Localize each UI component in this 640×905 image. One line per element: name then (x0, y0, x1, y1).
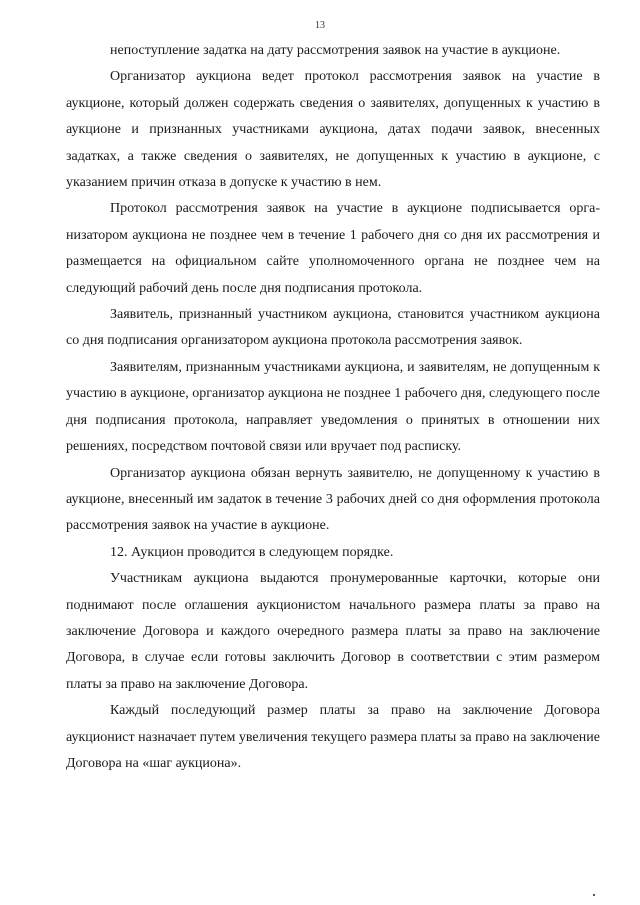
paragraph: Протокол рассмотрения заявок на участие в аукционе подписывается организатором аукциона не позднее чем в течение 1 рабочего дня со дня их рассмотрения и размещается на официальном сайте уполномоченного органа не позднее чем на следующий рабочий день после дня подписания протокола. (66, 201, 600, 296)
paragraph: Заявитель, признанный участником аукциона, становится участником аукциона со дня подписания организатором аукциона протокола рассмотрения заявок. (66, 307, 600, 349)
paragraph: Организатор аукциона обязан вернуть заявителю, не допущенному к участию в аукционе, внесенный им задаток в течение 3 рабочих дней со дня оформления протокола рассмотрения заявок на участие в аукционе. (66, 465, 600, 534)
document-body (66, 38, 600, 777)
section-heading: 12. Аукцион проводится в следующем порядке. (110, 544, 394, 560)
paragraph: Каждый последующий размер платы за право на заключение Договора аукционист назначает путем увеличения текущего размера платы за право на заключение Договора на «шаг аукциона». (66, 703, 600, 771)
paragraph: непоступление задатка на дату рассмотрения заявок на участие в аукционе. (110, 43, 561, 58)
scan-speck (593, 894, 595, 896)
paragraph: Организатор аукциона ведет протокол рассмотрения заявок на участие в аукционе, который должен содержать сведения о заявителях, допущенных к участию в аукционе и признанных участниками аукциона, датах подачи заявок, внесенных задатках, а также сведения о заявителях, не допущенных к участию в аукционе, с указанием причин отказа в допуске к участию в нем. (66, 69, 600, 191)
paragraph: Заявителям, признанным участниками аукциона, и заявителям, не допущенным к участию в аукционе, организатор аукциона не позднее 1 рабочего дня, следующего после дня подписания протокола, направляет уведомления о принятых в отношении них решениях, посредством почтовой связи или вручает под расписку. (66, 359, 600, 455)
page-number: 13 (315, 20, 325, 31)
paragraph: Участникам аукциона выдаются пронумерованные карточки, которые они поднимают после оглашения аукционистом начального размера платы за право на заключение Договора и каждого очередного размера платы за право на заключение Договора, в случае если готовы заключить Договор в соответствии с этим размером платы за право на заключение Договора. (66, 571, 600, 692)
